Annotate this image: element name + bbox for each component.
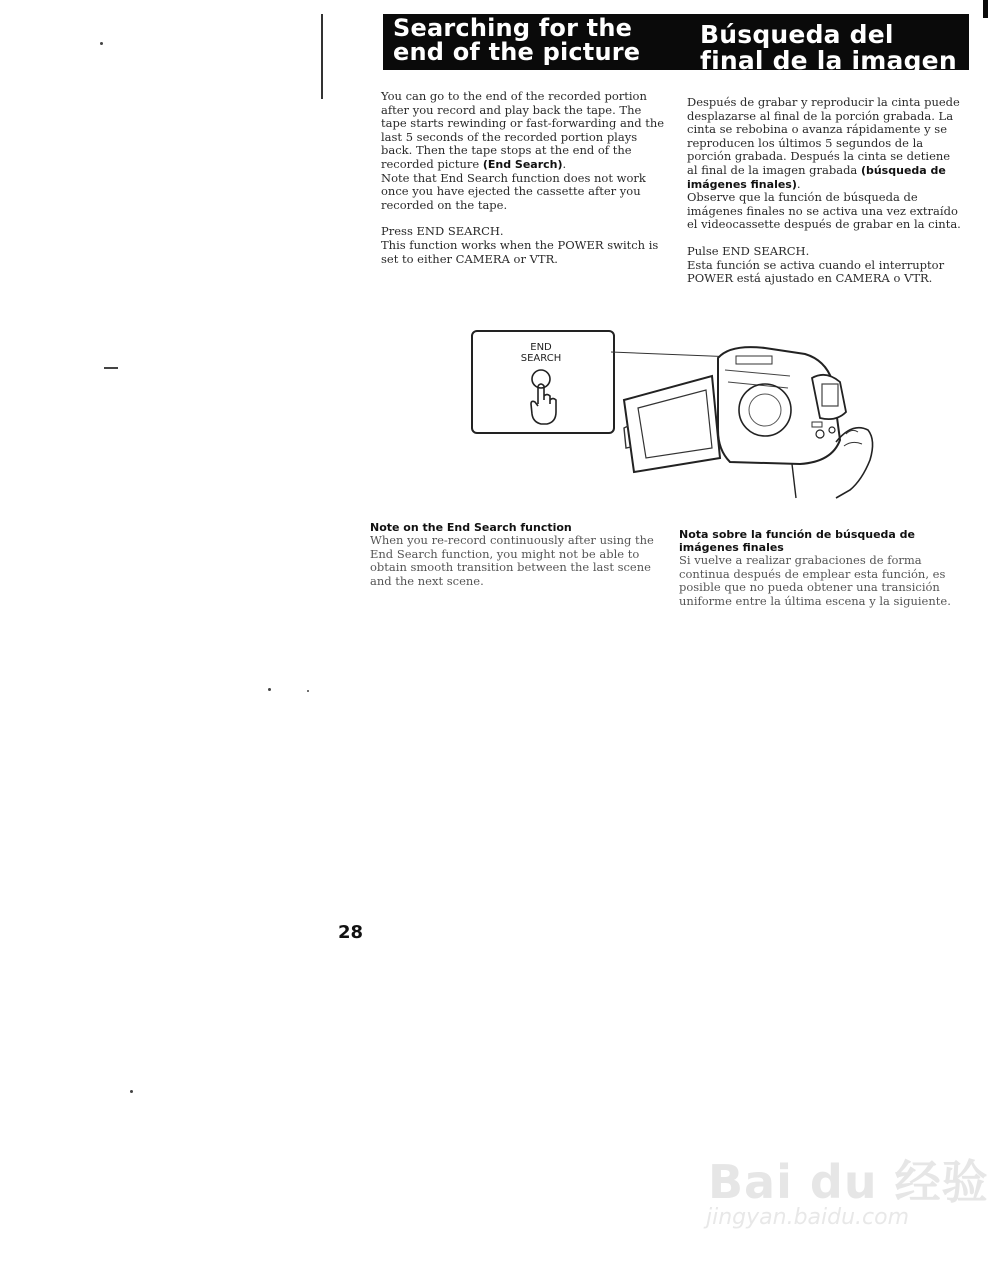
page-number: 28 [338, 922, 364, 943]
speck [130, 1090, 133, 1093]
spanish-column [687, 96, 963, 286]
button-label-line1: END [530, 342, 552, 353]
speck [104, 367, 118, 369]
english-intro-end: . [562, 156, 567, 171]
spanish-note-heading: Nota sobre la función de búsqueda de imágenes finales [679, 528, 915, 554]
speck [268, 688, 271, 691]
button-label-line2: SEARCH [520, 353, 562, 364]
english-note-paragraph: Note that End Search function does not work once you have ejected the cassette after you recorded on the tape. [381, 170, 646, 212]
margin-rule [321, 14, 323, 99]
watermark-url: jingyan.baidu.com [706, 1205, 910, 1230]
english-note-block [370, 521, 656, 588]
english-intro-bold: (End Search) [482, 157, 563, 171]
spanish-step: Pulse END SEARCH. [687, 243, 810, 258]
end-search-button-callout [471, 330, 615, 434]
speck [307, 690, 309, 692]
page-edge-mark [983, 0, 988, 18]
section-title-spanish: Búsqueda del final de la imagen [700, 20, 957, 75]
english-intro-text: You can go to the end of the recorded portion after you record and play back the tape. The tape starts rewinding or fast-forwarding and the last 5 seconds of the recorded portion plays back. Then the tape stops at the end of the recorded picture [381, 89, 665, 171]
spanish-note-paragraph: Observe que la función de búsqueda de imágenes finales no se activa una vez extraído el videocassette después de grabar en la cinta. [687, 190, 961, 232]
spanish-intro-end: . [796, 176, 801, 191]
spanish-intro-paragraph [687, 96, 963, 191]
english-step-note: This function works when the POWER switch is set to either CAMERA or VTR. [381, 237, 659, 266]
spanish-note-block [679, 528, 965, 608]
spanish-note-text: Si vuelve a realizar grabaciones de forma continua después de emplear esta función, es posible que no pueda obtener una transición uniforme entre la última escena y la siguiente. [679, 553, 951, 608]
spanish-step-note: Esta función se activa cuando el interruptor POWER está ajustado en CAMERA o VTR. [687, 257, 945, 286]
english-note-heading: Note on the End Search function [370, 521, 572, 534]
speck [100, 42, 103, 45]
watermark-logo: Bai du 经验 [708, 1155, 989, 1209]
english-step: Press END SEARCH. [381, 224, 504, 239]
finger-press-icon [523, 366, 563, 426]
section-header-banner [383, 14, 969, 75]
spanish-intro-text: Después de grabar y reproducir la cinta puede desplazarse al final de la porción grabada. La cinta se rebobina o avanza rápidamente y se reproducen los últimos 5 segundos de la porción grabada. Después la cinta se detiene al final de la imagen grabada [687, 95, 960, 177]
section-title-english: Searching for the end of the picture [393, 14, 641, 66]
english-note-text: When you re-record continuously after using the End Search function, you might not be able to obtain smooth transition between the last scene and the next scene. [370, 533, 654, 588]
english-intro-paragraph [381, 90, 667, 172]
end-search-button-label [473, 342, 609, 364]
english-column [381, 90, 667, 266]
spanish-intro-bold: (búsqueda de imágenes finales) [687, 163, 946, 191]
camcorder-illustration [600, 330, 880, 500]
